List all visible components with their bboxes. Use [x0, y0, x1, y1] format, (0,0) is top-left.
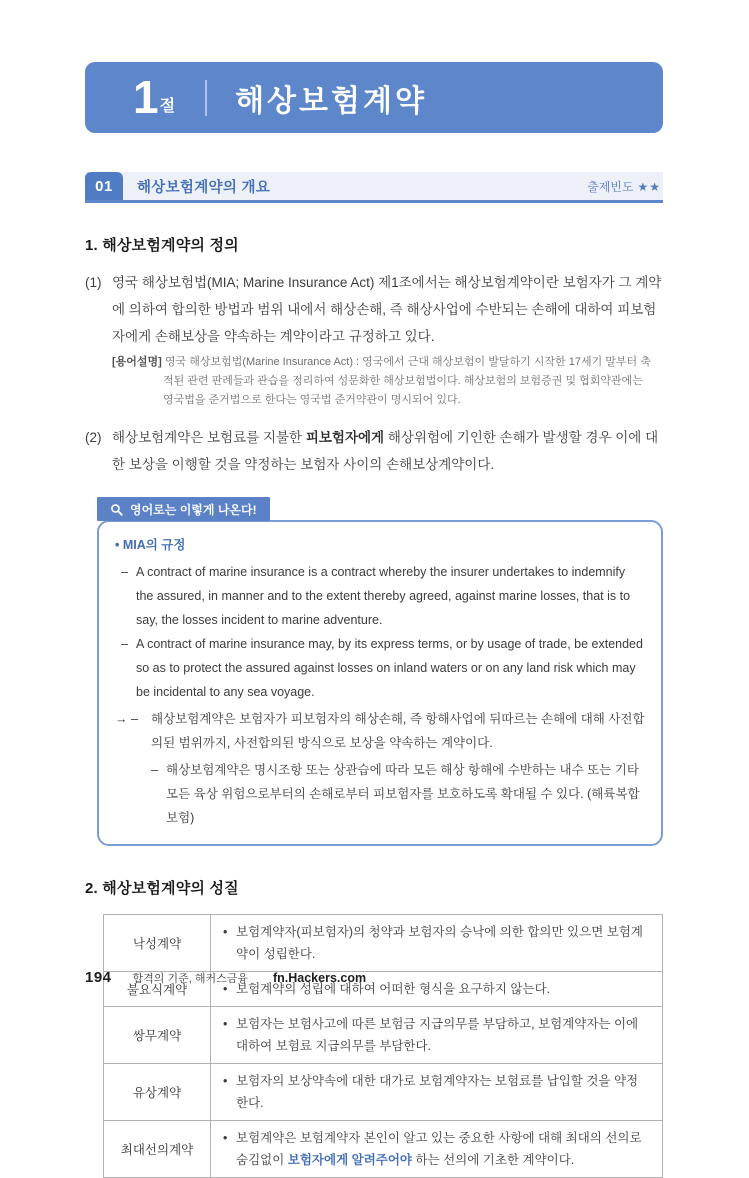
english-box-tab-label: 영어로는 이렇게 나온다!: [130, 502, 257, 517]
term-cell: 낙성계약: [104, 915, 211, 972]
list-dash-marker: –: [121, 565, 128, 579]
table-row: [104, 1007, 663, 1064]
section-title: 해상보험계약의 개요: [137, 179, 271, 196]
exam-frequency-label: 출제빈도: [587, 179, 634, 194]
page-footer: [85, 969, 366, 986]
glossary-text: 영국 해상보험법(Marine Insurance Act) : 영국에서 근대 해상보험이 발달하기 시작한 17세기 말부터 축적된 관련 판례들과 관습을 정리하여 성문화한 해상보험법이다. 해상보험의 보험증권 및 협회약관에는 영국법을 준거법으로 한다는 영국법 준거약관이 명시되어 있다.: [163, 356, 651, 406]
list-dash-marker: → –: [115, 712, 138, 726]
term-cell: 불요식계약: [104, 972, 211, 1007]
term-cell: 최대선의계약: [104, 1121, 211, 1178]
contract-properties-table: [103, 914, 663, 1178]
english-box-tab: [97, 497, 270, 521]
chapter-title: 해상보험계약: [235, 84, 427, 118]
description-cell: [211, 1121, 663, 1178]
paragraph-1-text: 영국 해상보험법(MIA; Marine Insurance Act) 제1조에서는 해상보험계약이란 보험자가 그 계약에 의하여 합의한 방법과 범위 내에서 해상손해, 즉 해상사업에 수반되는 손해에 대하여 피보험자에게 손해보상을 약속하는 계약이라고 규정하고 있다.: [112, 275, 662, 344]
english-box-body: [97, 520, 663, 846]
glossary-label: [용어설명]: [112, 356, 162, 368]
description-segment: 보험계약의 성립에 대하여 어떠한 형식을 요구하지 않는다.: [236, 982, 551, 996]
description-cell: [211, 1007, 663, 1064]
description-text: [236, 1127, 650, 1171]
description-cell: [211, 915, 663, 972]
paragraph-1: [85, 269, 663, 350]
english-box-items: [115, 560, 645, 830]
description-cell: [211, 1064, 663, 1121]
section-header-bar: [85, 172, 663, 203]
term-cell: 유상계약: [104, 1064, 211, 1121]
table-row: [104, 1121, 663, 1178]
heading-properties: 2. 해상보험계약의 성질: [85, 880, 239, 897]
chapter-number: 1: [133, 71, 157, 124]
description-segment: 보험계약자(피보험자)의 청약과 보험자의 승낙에 의한 합의만 있으면 보험계약이 성립한다.: [236, 925, 643, 961]
english-box-item: [115, 707, 645, 755]
list-dash-marker: –: [121, 637, 128, 651]
description-segment: 보험계약은 보험계약자 본인이 알고 있는 중요한 사항에 대해 최대의 선의로 숨김없이: [236, 1131, 642, 1167]
description-text: [236, 921, 650, 965]
bullet-marker: •: [223, 925, 228, 939]
mia-rule-title: • MIA의 규정: [115, 538, 186, 552]
paragraph-2: [85, 424, 663, 478]
paragraph-1-marker: (1): [85, 275, 102, 290]
description-text: [236, 1070, 650, 1114]
term-cell: 쌍무계약: [104, 1007, 211, 1064]
description-text: [236, 1013, 650, 1057]
list-dash-marker: –: [151, 763, 158, 777]
page-number: 194: [85, 969, 112, 986]
bullet-marker: •: [223, 1017, 228, 1031]
glossary-note: [112, 353, 652, 410]
table-row: [104, 915, 663, 972]
bullet-marker: •: [223, 982, 228, 996]
section-number-badge: 01: [85, 172, 123, 200]
chapter-number-group: [133, 71, 176, 124]
exam-frequency-stars: ★★: [637, 179, 661, 194]
description-segment: 보험자는 보험사고에 따른 보험금 지급의무를 부담하고, 보험계약자는 이에 대하여 보험료 지급의무를 부담한다.: [236, 1017, 639, 1053]
english-box-item: [121, 560, 645, 632]
search-icon: [110, 503, 123, 516]
paragraph-2-text: [112, 424, 663, 478]
exam-frequency: [587, 178, 663, 195]
english-box-item-text: A contract of marine insurance is a contract whereby the insurer undertakes to indemnify the assured, in manner and to the extent thereby agreed, against marine losses, that is to say, the losses incident to marine adventure.: [136, 565, 631, 627]
english-box-item-text: 해상보험계약은 보험자가 피보험자의 해상손해, 즉 항해사업에 뒤따르는 손해에 대해 사전합의된 범위까지, 사전합의된 방식으로 보상을 약속하는 계약이다.: [151, 712, 645, 750]
chapter-divider: [205, 80, 207, 116]
description-segment: 하는 선의에 기초한 계약이다.: [412, 1153, 575, 1167]
bullet-marker: •: [223, 1131, 228, 1145]
english-reference-box: [97, 497, 663, 846]
heading-definition: 1. 해상보험계약의 정의: [85, 237, 239, 254]
highlighted-term: 보험자에게 알려주어야: [287, 1153, 413, 1167]
english-box-item: [121, 632, 645, 704]
chapter-header-banner: [85, 62, 663, 133]
description-segment: 보험자의 보상약속에 대한 대가로 보험계약자는 보험료를 납입할 것을 약정한다.: [236, 1074, 639, 1110]
english-box-item-text: A contract of marine insurance may, by its express terms, or by usage of trade, be extended so as to protect the assured against losses on inland waters or on any land risk which may be incidental to any sea voyage.: [136, 637, 643, 699]
english-box-item-text: 해상보험계약은 명시조항 또는 상관습에 따라 모든 해상 항해에 수반하는 내수 또는 기타 모든 육상 위험으로부터의 손해로부터 피보험자를 보호하도록 확대될 수 있다. (해륙복합보험): [166, 763, 640, 825]
paragraph-2-marker: (2): [85, 430, 102, 445]
paragraph-2-post: 해상위험에 기인한 손해가 발생할 경우 이에 대한 보상을 이행할 것을 약정하는 보험자 사이의 손해보상계약이다.: [112, 430, 659, 472]
footer-slogan: 합격의 기준, 해커스금융: [132, 973, 248, 985]
footer-site-url: fn.Hackers.com: [272, 971, 367, 985]
chapter-number-suffix: 절: [159, 97, 176, 115]
bullet-marker: •: [223, 1074, 228, 1088]
table-row: [104, 1064, 663, 1121]
english-box-item: [151, 758, 645, 830]
paragraph-2-bold-term: 피보험자에게: [305, 430, 385, 445]
paragraph-2-pre: 해상보험계약은 보험료를 지불한: [112, 430, 306, 445]
